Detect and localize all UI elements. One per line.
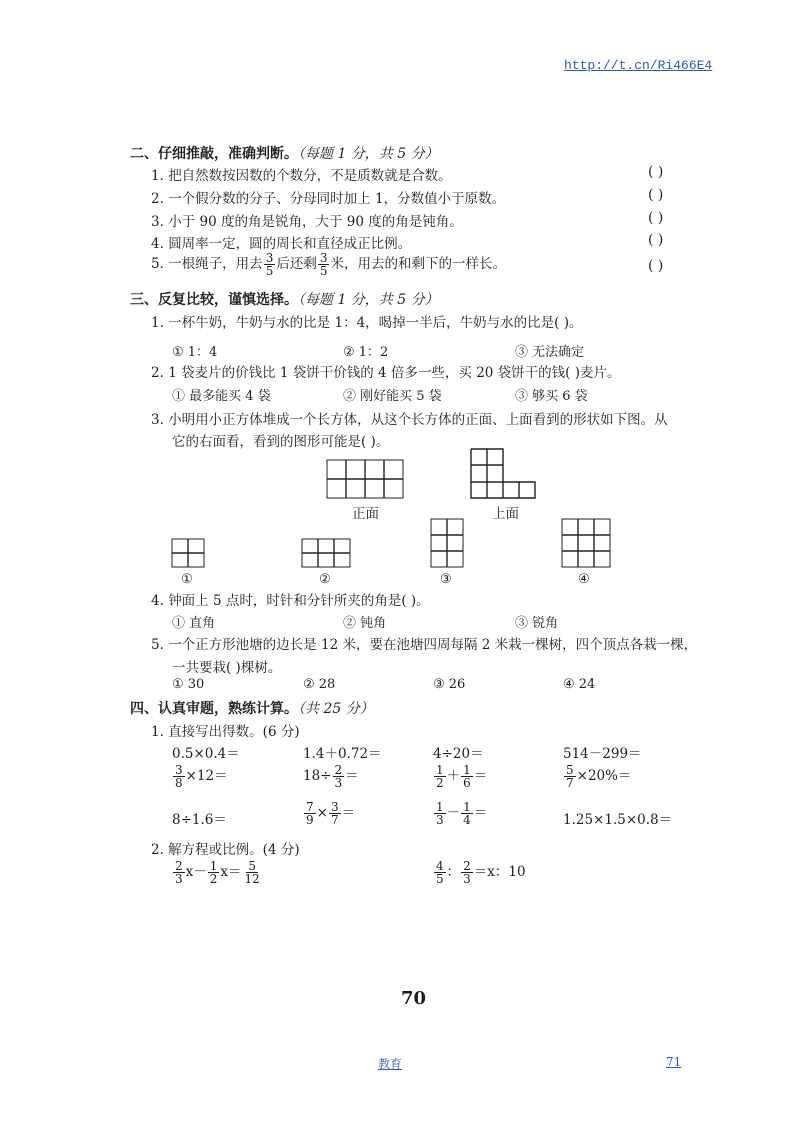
calc-expr: $\frac{7}{9}$ × $\frac{3}{7}$ ＝ xyxy=(306,800,356,827)
item-text: 米，用去的和剩下的一样长。 xyxy=(330,256,506,272)
equation-2: $\frac{4}{5}$ ： $\frac{2}{3}$ ＝x：10 xyxy=(436,859,526,886)
calc-expr: 0.5×0.4＝ xyxy=(172,746,240,762)
choice-question-1 xyxy=(151,311,582,331)
choice-question-5 xyxy=(151,633,697,653)
page-number: 70 xyxy=(401,988,427,1009)
calc-expr: $\frac{5}{7}$ ×20%＝ xyxy=(566,763,632,790)
section-4-note: （共 25 分） xyxy=(298,701,374,717)
top-view-figure xyxy=(470,448,538,502)
calc-expr: 18÷ $\frac{2}{3}$ ＝ xyxy=(303,763,359,790)
option-3[interactable]: ③ xyxy=(440,572,452,587)
option-1[interactable]: ① 直角 xyxy=(172,616,216,631)
calc-expr: 1.4＋0.72＝ xyxy=(303,746,382,762)
option-4[interactable]: ④ 24 xyxy=(563,677,596,692)
item-text: 小于 90 度的角是锐角，大于 90 度的角是钝角。 xyxy=(168,214,463,230)
option-4[interactable]: ④ xyxy=(578,572,590,587)
section-3-title: 三、反复比较，谨慎选择。 xyxy=(130,292,298,308)
calc-sub-heading-1: 1. 直接写出得数。(6 分) xyxy=(151,724,300,740)
judge-item-2 xyxy=(151,187,505,207)
option-1[interactable]: ① 30 xyxy=(172,677,205,692)
section-4-heading xyxy=(130,698,374,718)
fraction: $\frac{3}{5}$ xyxy=(319,251,328,278)
calc-expr: 1.25×1.5×0.8＝ xyxy=(563,812,673,828)
item-text: 小明用小正方体堆成一个长方体，从这个长方体的正面、上面看到的形状如下图。从 xyxy=(168,412,668,428)
item-text: 圆周率一定，圆的周长和直径成正比例。 xyxy=(168,236,412,252)
answer-blank-2[interactable]: ( ) xyxy=(648,187,664,203)
choice-question-3 xyxy=(151,408,668,428)
answer-blank-1[interactable]: ( ) xyxy=(648,164,664,180)
option-2[interactable]: ② 刚好能买 5 袋 xyxy=(343,389,442,404)
item-number: 2. xyxy=(151,365,164,381)
choice-question-4 xyxy=(151,589,430,609)
item-number: 4. xyxy=(151,236,164,252)
choice-question-2 xyxy=(151,361,621,381)
item-number: 4. xyxy=(151,593,164,609)
item-text: 1 袋麦片的价钱比 1 袋饼干价钱的 4 倍多一些，买 20 袋饼干的钱( )麦片。 xyxy=(168,365,621,381)
item-text: 一杯牛奶，牛奶与水的比是 1：4，喝掉一半后，牛奶与水的比是( )。 xyxy=(168,315,583,331)
option-figure-4 xyxy=(561,518,613,570)
front-view-label: 正面 xyxy=(352,506,379,522)
answer-blank-5[interactable]: ( ) xyxy=(648,258,664,274)
choice-question-5-cont: 一共要栽( )棵树。 xyxy=(172,660,282,676)
item-number: 1. xyxy=(151,315,164,331)
item-number: 3. xyxy=(151,412,164,428)
item-number: 1. xyxy=(151,168,164,184)
section-2-title: 二、仔细推敲，准确判断。 xyxy=(130,146,298,162)
option-1[interactable]: ① 最多能买 4 袋 xyxy=(172,389,271,404)
front-view-figure xyxy=(326,459,406,501)
option-3[interactable]: ③ 锐角 xyxy=(515,616,559,631)
judge-item-1 xyxy=(151,164,452,184)
item-text: 一根绳子，用去 xyxy=(168,256,263,272)
option-2[interactable]: ② 28 xyxy=(303,677,336,692)
option-figure-3 xyxy=(430,518,466,570)
item-text: 把自然数按因数的个数分，不是质数就是合数。 xyxy=(168,168,452,184)
footer-link[interactable]: 教育 xyxy=(378,1057,403,1071)
option-3[interactable]: ③ 26 xyxy=(433,677,466,692)
item-text: 一个假分数的分子、分母同时加上 1，分数值小于原数。 xyxy=(168,191,506,207)
item-text: 后还剩 xyxy=(276,256,317,272)
judge-item-5 xyxy=(151,252,506,277)
equation-1: $\frac{2}{3}$ x－ $\frac{1}{2}$ x＝ $\frac{5}{12}$ xyxy=(175,859,260,886)
section-4-title: 四、认真审题，熟练计算。 xyxy=(130,701,298,717)
calc-expr: $\frac{3}{8}$ ×12＝ xyxy=(175,763,228,790)
top-view-label: 上面 xyxy=(492,506,519,522)
item-number: 3. xyxy=(151,214,164,230)
item-number: 5. xyxy=(151,256,164,272)
calc-expr: $\frac{1}{3}$ － $\frac{1}{4}$ ＝ xyxy=(436,800,488,827)
item-number: 5. xyxy=(151,637,164,653)
option-2[interactable]: ② 1：2 xyxy=(343,345,389,360)
calc-expr: 514－299＝ xyxy=(563,746,642,762)
option-2[interactable]: ② xyxy=(319,572,331,587)
calc-sub-heading-2: 2. 解方程或比例。(4 分) xyxy=(151,842,300,858)
fraction: $\frac{3}{5}$ xyxy=(265,251,274,278)
option-3[interactable]: ③ 无法确定 xyxy=(515,345,585,360)
section-2-heading xyxy=(130,143,439,163)
option-3[interactable]: ③ 够买 6 袋 xyxy=(515,389,588,404)
item-number: 2. xyxy=(151,191,164,207)
item-text: 一个正方形池塘的边长是 12 米，要在池塘四周每隔 2 米栽一棵树，四个顶点各栽一棵， xyxy=(168,637,698,653)
answer-blank-3[interactable]: ( ) xyxy=(648,210,664,226)
section-3-heading xyxy=(130,289,439,309)
judge-item-4 xyxy=(151,232,411,252)
answer-blank-4[interactable]: ( ) xyxy=(648,232,664,248)
section-2-note: （每题 1 分，共 5 分） xyxy=(298,146,439,162)
option-figure-1 xyxy=(171,538,207,570)
calc-expr: $\frac{1}{2}$ ＋ $\frac{1}{6}$ ＝ xyxy=(436,763,488,790)
source-url-link[interactable]: http://t.cn/Ri466E4 xyxy=(564,58,713,73)
option-2[interactable]: ② 钝角 xyxy=(343,616,387,631)
item-text: 钟面上 5 点时，时针和分针所夹的角是( )。 xyxy=(168,593,430,609)
choice-question-3-cont: 它的右面看，看到的图形可能是( )。 xyxy=(172,434,390,450)
option-1[interactable]: ① xyxy=(181,572,193,587)
footer-page-link[interactable]: 71 xyxy=(666,1055,682,1069)
option-1[interactable]: ① 1：4 xyxy=(172,345,218,360)
option-figure-2 xyxy=(301,538,353,570)
section-3-note: （每题 1 分，共 5 分） xyxy=(298,292,439,308)
calc-expr: 4÷20＝ xyxy=(433,746,484,762)
calc-expr: 8÷1.6＝ xyxy=(172,812,227,828)
judge-item-3 xyxy=(151,210,463,230)
